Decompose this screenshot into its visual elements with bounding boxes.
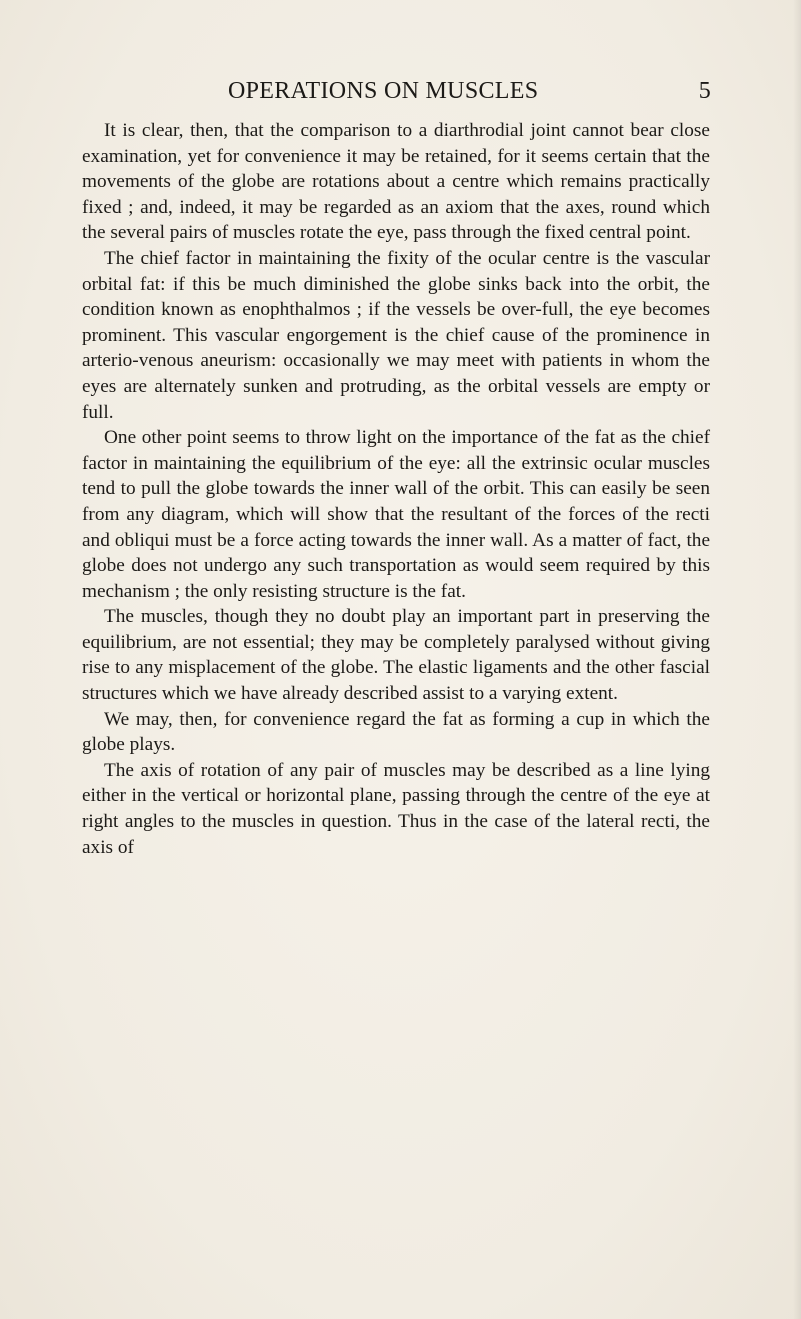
page-number: 5 bbox=[698, 78, 711, 104]
paragraph: The axis of rotation of any pair of muscles may be described as a line lying either in the vertical or horizontal plane, passing through the centre of the eye at right angles to the muscles in question. Thus in the case of the lateral recti, the axis of bbox=[82, 759, 710, 858]
page-edge-shadow bbox=[793, 0, 801, 1319]
paragraph: The chief factor in maintaining the fixity of the ocular centre is the vascular orbital fat: if this be much diminished the globe sinks back into the orbit, the condition known as enophthalmos ; if the vessels be over-full, the eye becomes prominent. This vascular engorgement is the chief cause of the prominence in arterio-venous aneurism: occasionally we may meet with patients in whom the eyes are alternately sunken and protruding, as the orbital vessels are empty or full. bbox=[82, 247, 710, 423]
paragraph: One other point seems to throw light on the importance of the fat as the chief factor in maintaining the equilibrium of the eye: all the extrinsic ocular muscles tend to pull the globe towards the inner wall of the orbit. This can easily be seen from any diagram, which will show that the resultant of the forces of the recti and obliqui must be a force acting towards the inner wall. As a matter of fact, the globe does not undergo any such transportation as would seem required by this mechanism ; the only resisting structure is the fat. bbox=[82, 427, 710, 602]
paragraph: We may, then, for convenience regard the fat as forming a cup in which the globe plays. bbox=[82, 708, 710, 756]
running-title: OPERATIONS ON MUSCLES bbox=[228, 78, 539, 104]
body-text bbox=[82, 118, 710, 860]
paragraph: The muscles, though they no doubt play an important part in preserving the equilibrium, are not essential; they may be completely paralysed without giving rise to any misplacement of the globe. The elastic ligaments and the other fascial structures which we have already described assist to a varying extent. bbox=[82, 606, 710, 705]
paragraph: It is clear, then, that the comparison to a diarthrodial joint cannot bear close examination, yet for convenience it may be retained, for it seems certain that the movements of the globe are rotations about a centre which remains practically fixed ; and, indeed, it may be regarded as an axiom that the axes, round which the several pairs of muscles rotate the eye, pass through the fixed central point. bbox=[82, 120, 710, 244]
page-header bbox=[228, 78, 711, 112]
